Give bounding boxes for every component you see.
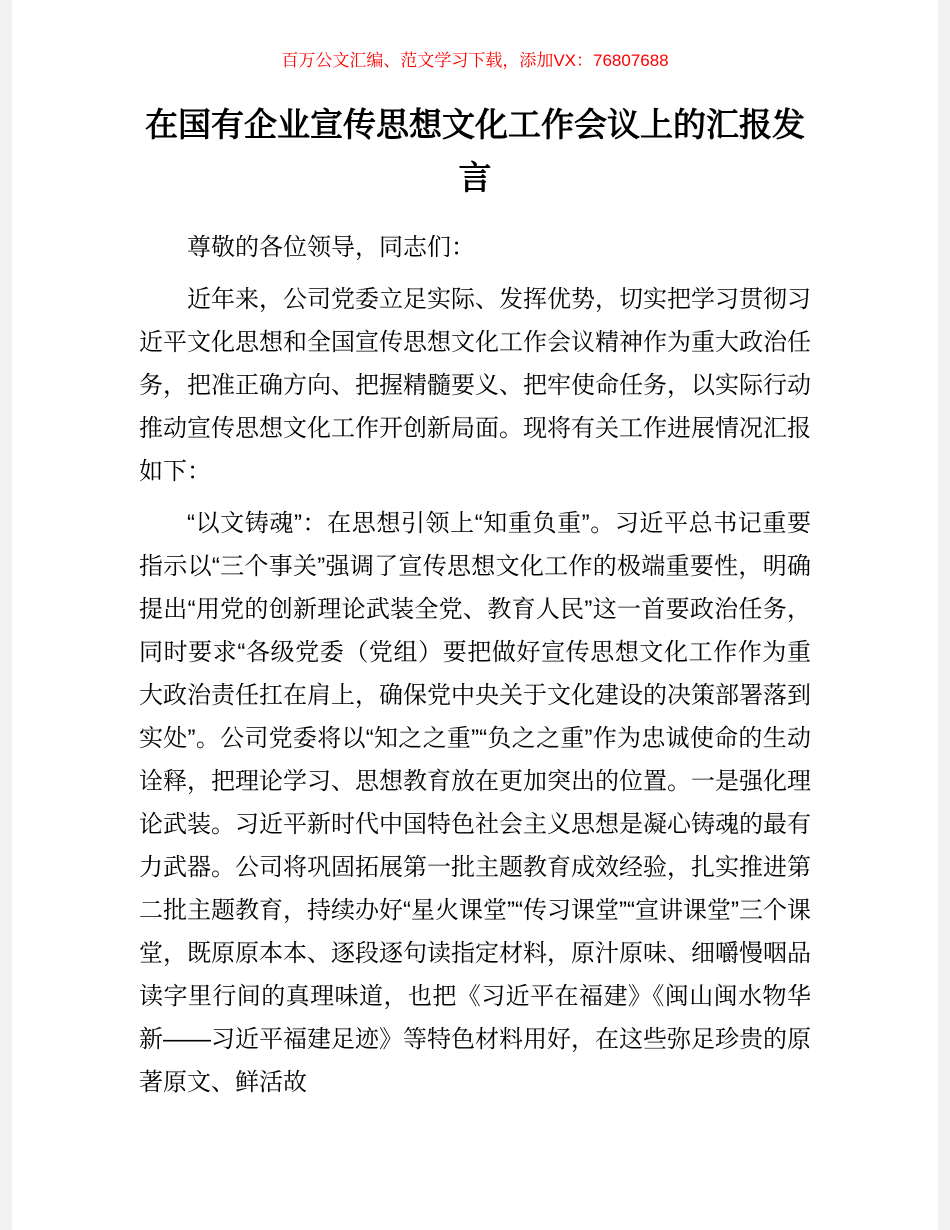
document-title: 在国有企业宣传思想文化工作会议上的汇报发言 bbox=[145, 106, 805, 196]
document-page bbox=[12, 0, 938, 1230]
paragraph-intro: 近年来，公司党委立足实际、发挥优势，切实把学习贯彻习近平文化思想和全国宣传思想文化工作会议精神作为重大政治任务，把准正确方向、把握精髓要义、把牢使命任务，以实际行动推动宣传思想文化工作开创新局面。现将有关工作进展情况汇报如下： bbox=[139, 286, 811, 485]
paragraph-salutation: 尊敬的各位领导，同志们： bbox=[187, 234, 475, 261]
promo-watermark-text: 百万公文汇编、范文学习下载，添加VX：76807688 bbox=[281, 51, 669, 70]
paragraph-body-section-1: “以文铸魂”：在思想引领上“知重负重”。习近平总书记重要指示以“三个事关”强调了宣传思想文化工作的极端重要性，明确提出“用党的创新理论武装全党、教育人民”这一首要政治任务，同时要求“各级党委（党组）要把做好宣传思想文化工作作为重大政治责任扛在肩上，确保党中央关于文化建设的决策部署落到实处”。公司党委将以“知之之重”“负之之重”作为忠诚使命的生动诠释，把理论学习、思想教育放在更加突出的位置。一是强化理论武装。习近平新时代中国特色社会主义思想是凝心铸魂的最有力武器。公司将巩固拓展第一批主题教育成效经验，扎实推进第二批主题教育，持续办好“星火课堂”“传习课堂”“宣讲课堂”三个课堂，既原原本本、逐段逐句读指定材料，原汁原味、细嚼慢咽品读字里行间的真理味道，也把《习近平在福建》《闽山闽水物华新——习近平福建足迹》等特色材料用好，在这些弥足珍贵的原著原文、鲜活故 bbox=[139, 510, 811, 1096]
